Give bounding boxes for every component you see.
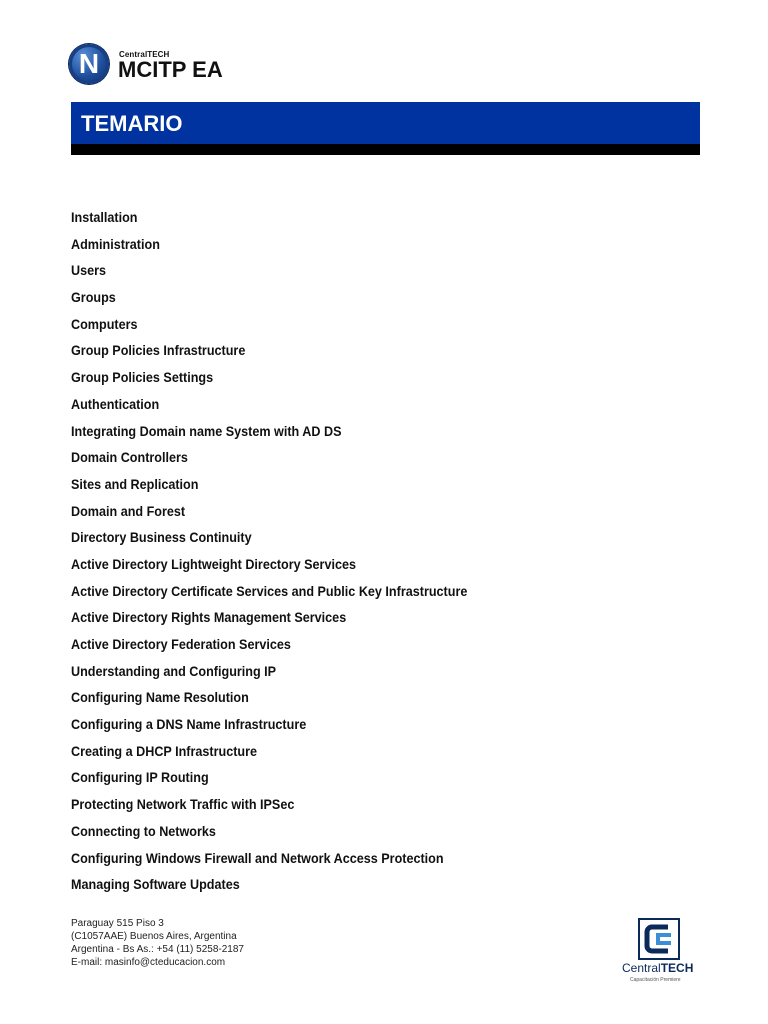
topic-item: Group Policies Infrastructure: [71, 342, 246, 359]
header-rule: [71, 144, 700, 155]
topic-item: Configuring Name Resolution: [71, 689, 249, 706]
address-line: Argentina - Bs As.: +54 (11) 5258-2187: [71, 944, 244, 955]
topic-item: Connecting to Networks: [71, 822, 216, 839]
topic-item: Groups: [71, 289, 116, 306]
topic-item: Directory Business Continuity: [71, 529, 252, 546]
topic-item: Configuring IP Routing: [71, 769, 209, 786]
logo-brand: CentralTECH: [119, 50, 170, 59]
topic-item: Configuring Windows Firewall and Network Access Protection: [71, 849, 444, 866]
logo-letter: N: [78, 48, 100, 79]
topic-item: Computers: [71, 315, 138, 332]
topic-item: Understanding and Configuring IP: [71, 662, 277, 679]
topic-item: Creating a DHCP Infrastructure: [71, 742, 258, 759]
centraltech-tagline: Capacitación Premiere: [630, 977, 681, 983]
topic-list: [71, 204, 511, 898]
centraltech-logo: [620, 918, 702, 984]
topic-item: Active Directory Federation Services: [71, 636, 291, 652]
topic-item: Active Directory Rights Management Services: [71, 609, 347, 626]
topic-item: Active Directory Lightweight Directory Services: [71, 555, 357, 572]
centraltech-mark-icon: [638, 918, 680, 960]
topic-item: Users: [71, 262, 107, 279]
topic-item: Configuring a DNS Name Infrastructure: [71, 716, 307, 733]
section-title: TEMARIO: [81, 111, 183, 136]
address-line: (C1057AAE) Buenos Aires, Argentina: [71, 931, 237, 942]
centraltech-wordmark: CentralTECH: [622, 961, 694, 975]
topic-item: Managing Software Updates: [71, 876, 240, 893]
topic-item: Group Policies Settings: [71, 369, 214, 386]
section-header-bar: [71, 102, 700, 144]
mcitp-logo: [69, 44, 269, 88]
topic-item: Protecting Network Traffic with IPSec: [71, 796, 295, 813]
topic-item: Installation: [71, 209, 138, 225]
logo-title: MCITP EA: [118, 57, 223, 82]
topic-item: Sites and Replication: [71, 475, 199, 492]
topic-item: Integrating Domain name System with AD DS: [71, 422, 342, 439]
email-line: E-mail: masinfo@cteducacion.com: [71, 957, 226, 968]
address-line: Paraguay 515 Piso 3: [71, 918, 164, 929]
topic-item: Authentication: [71, 395, 160, 412]
topic-item: Domain and Forest: [71, 502, 186, 519]
topic-item: Active Directory Certificate Services and Public Key Infrastructure: [71, 582, 468, 599]
topic-item: Administration: [71, 235, 160, 252]
topic-item: Domain Controllers: [71, 449, 188, 466]
footer-address: [71, 917, 244, 969]
